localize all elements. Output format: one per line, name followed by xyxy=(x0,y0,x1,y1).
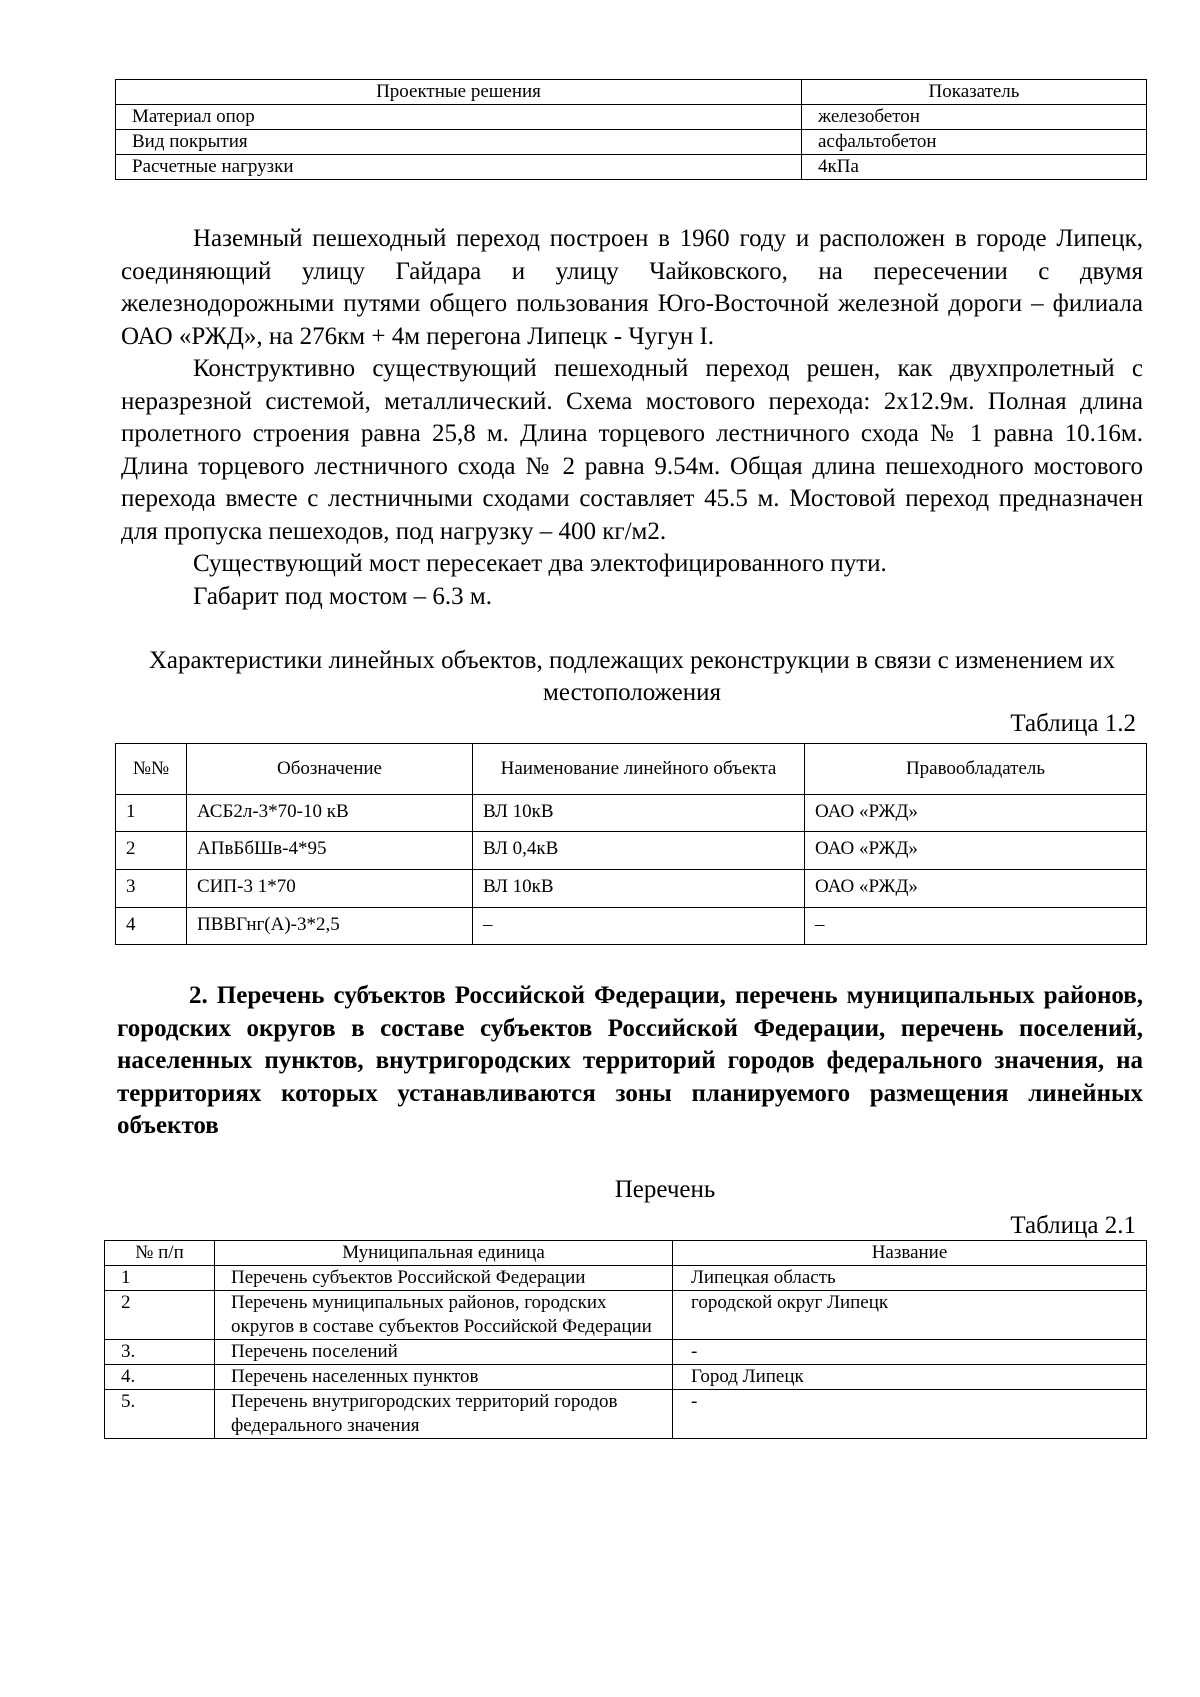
table-header-row xyxy=(116,744,1147,795)
table-row xyxy=(105,1390,1147,1439)
table-row xyxy=(116,832,1147,870)
table-cell: – xyxy=(473,908,805,945)
table-cell: АСБ2л-3*70-10 кВ xyxy=(187,795,473,832)
table-cell: асфальтобетон xyxy=(802,130,1147,155)
table-row xyxy=(116,105,1147,130)
table-cell: Город Липецк xyxy=(673,1365,1147,1390)
table-row xyxy=(116,908,1147,945)
table-cell: 3. xyxy=(105,1340,215,1365)
table-cell: АПвБбШв-4*95 xyxy=(187,832,473,870)
table-cell: - xyxy=(673,1340,1147,1365)
table-cell: Перечень населенных пунктов xyxy=(215,1365,673,1390)
paragraph: Существующий мост пересекает два электофицированного пути. xyxy=(193,550,887,577)
header-cell: Муниципальная единица xyxy=(215,1241,673,1266)
table-row xyxy=(105,1291,1147,1340)
header-cell: Название xyxy=(673,1241,1147,1266)
table-cell: ВЛ 0,4кВ xyxy=(473,832,805,870)
paragraph: Наземный пешеходный переход построен в 1960 году и расположен в городе Липецк, соединяющий улицу Гайдара и улицу Чайковского, на пересечении с двумя железнодорожными путями общего пользования Юго-Восточной железной дороги – филиала ОАО «РЖД», на 276км + 4м перегона Липецк - Чугун I. xyxy=(121,225,1143,350)
table-cell: 4 xyxy=(116,908,187,945)
paragraph: Габарит под мостом – 6.3 м. xyxy=(193,582,492,610)
table-number: Таблица 1.2 xyxy=(1010,710,1136,737)
table-cell: 1 xyxy=(116,795,187,832)
table-row xyxy=(116,130,1147,155)
table-cell: 4. xyxy=(105,1365,215,1390)
table-row xyxy=(105,1365,1147,1390)
header-cell: Правообладатель xyxy=(805,744,1147,795)
header-cell: Проектные решения xyxy=(116,80,802,105)
table-cell: 3 xyxy=(116,870,187,908)
table-header-row xyxy=(116,80,1147,105)
table-number: Таблица 2.1 xyxy=(1010,1212,1136,1239)
table-cell: городской округ Липецк xyxy=(673,1291,1147,1340)
table-cell: Расчетные нагрузки xyxy=(116,155,802,180)
table-cell: 5. xyxy=(105,1390,215,1439)
table-row xyxy=(105,1340,1147,1365)
table-header-row xyxy=(105,1241,1147,1266)
linear-objects-table xyxy=(115,743,1147,945)
table-cell: – xyxy=(805,908,1147,945)
table-cell: - xyxy=(673,1390,1147,1439)
table-row xyxy=(105,1266,1147,1291)
header-cell: Обозначение xyxy=(187,744,473,795)
table-caption: Характеристики линейных объектов, подлежащих реконструкции в связи с изменением их местоположения xyxy=(148,647,1116,706)
table-cell: ВЛ 10кВ xyxy=(473,870,805,908)
list-title: Перечень xyxy=(614,1176,716,1203)
table-cell: Перечень внутригородских территорий городов федерального значения xyxy=(215,1390,673,1439)
paragraph: Конструктивно существующий пешеходный переход решен, как двухпролетный с неразрезной системой, металлический. Схема мостового перехода: 2х12.9м. Полная длина пролетного строения равна 25,8 м. Длина торцевого лестничного схода № 1 равна 10.16м. Длина торцевого лестничного схода № 2 равна 9.54м. Общая длина пешеходного мостового перехода вместе с лестничными сходами составляет 45.5 м. Мостовой переход предназначен для пропуска пешеходов, под нагрузку – 400 кг/м2. xyxy=(121,355,1143,545)
table-cell: 4кПа xyxy=(802,155,1147,180)
table-cell: 2 xyxy=(105,1291,215,1340)
table-row xyxy=(116,795,1147,832)
table-cell: ПВВГнг(А)-3*2,5 xyxy=(187,908,473,945)
table-cell: ОАО «РЖД» xyxy=(805,870,1147,908)
header-cell: № п/п xyxy=(105,1241,215,1266)
table-cell: железобетон xyxy=(802,105,1147,130)
table-cell: ВЛ 10кВ xyxy=(473,795,805,832)
body-text xyxy=(121,223,1143,613)
table-cell: СИП-3 1*70 xyxy=(187,870,473,908)
table-cell: Липецкая область xyxy=(673,1266,1147,1291)
table-cell: Материал опор xyxy=(116,105,802,130)
table-cell: 2 xyxy=(116,832,187,870)
section-heading: 2. Перечень субъектов Российской Федерации, перечень муниципальных районов, городских округов в составе субъектов Российской Федерации, перечень поселений, населенных пунктов, внутригородских территорий городов федерального значения, на территориях которых устанавливаются зоны планируемого размещения линейных объектов xyxy=(117,982,1143,1139)
table-row xyxy=(116,155,1147,180)
header-cell: Показатель xyxy=(802,80,1147,105)
header-cell: №№ xyxy=(116,744,187,795)
municipal-list-table xyxy=(104,1240,1147,1439)
table-cell: ОАО «РЖД» xyxy=(805,832,1147,870)
header-cell: Наименование линейного объекта xyxy=(473,744,805,795)
table-cell: Перечень муниципальных районов, городских округов в составе субъектов Российской Федерации xyxy=(215,1291,673,1340)
table-cell: Перечень поселений xyxy=(215,1340,673,1365)
table-cell: 1 xyxy=(105,1266,215,1291)
table-cell: ОАО «РЖД» xyxy=(805,795,1147,832)
table-cell: Вид покрытия xyxy=(116,130,802,155)
table-cell: Перечень субъектов Российской Федерации xyxy=(215,1266,673,1291)
design-decisions-table xyxy=(115,79,1147,180)
table-row xyxy=(116,870,1147,908)
